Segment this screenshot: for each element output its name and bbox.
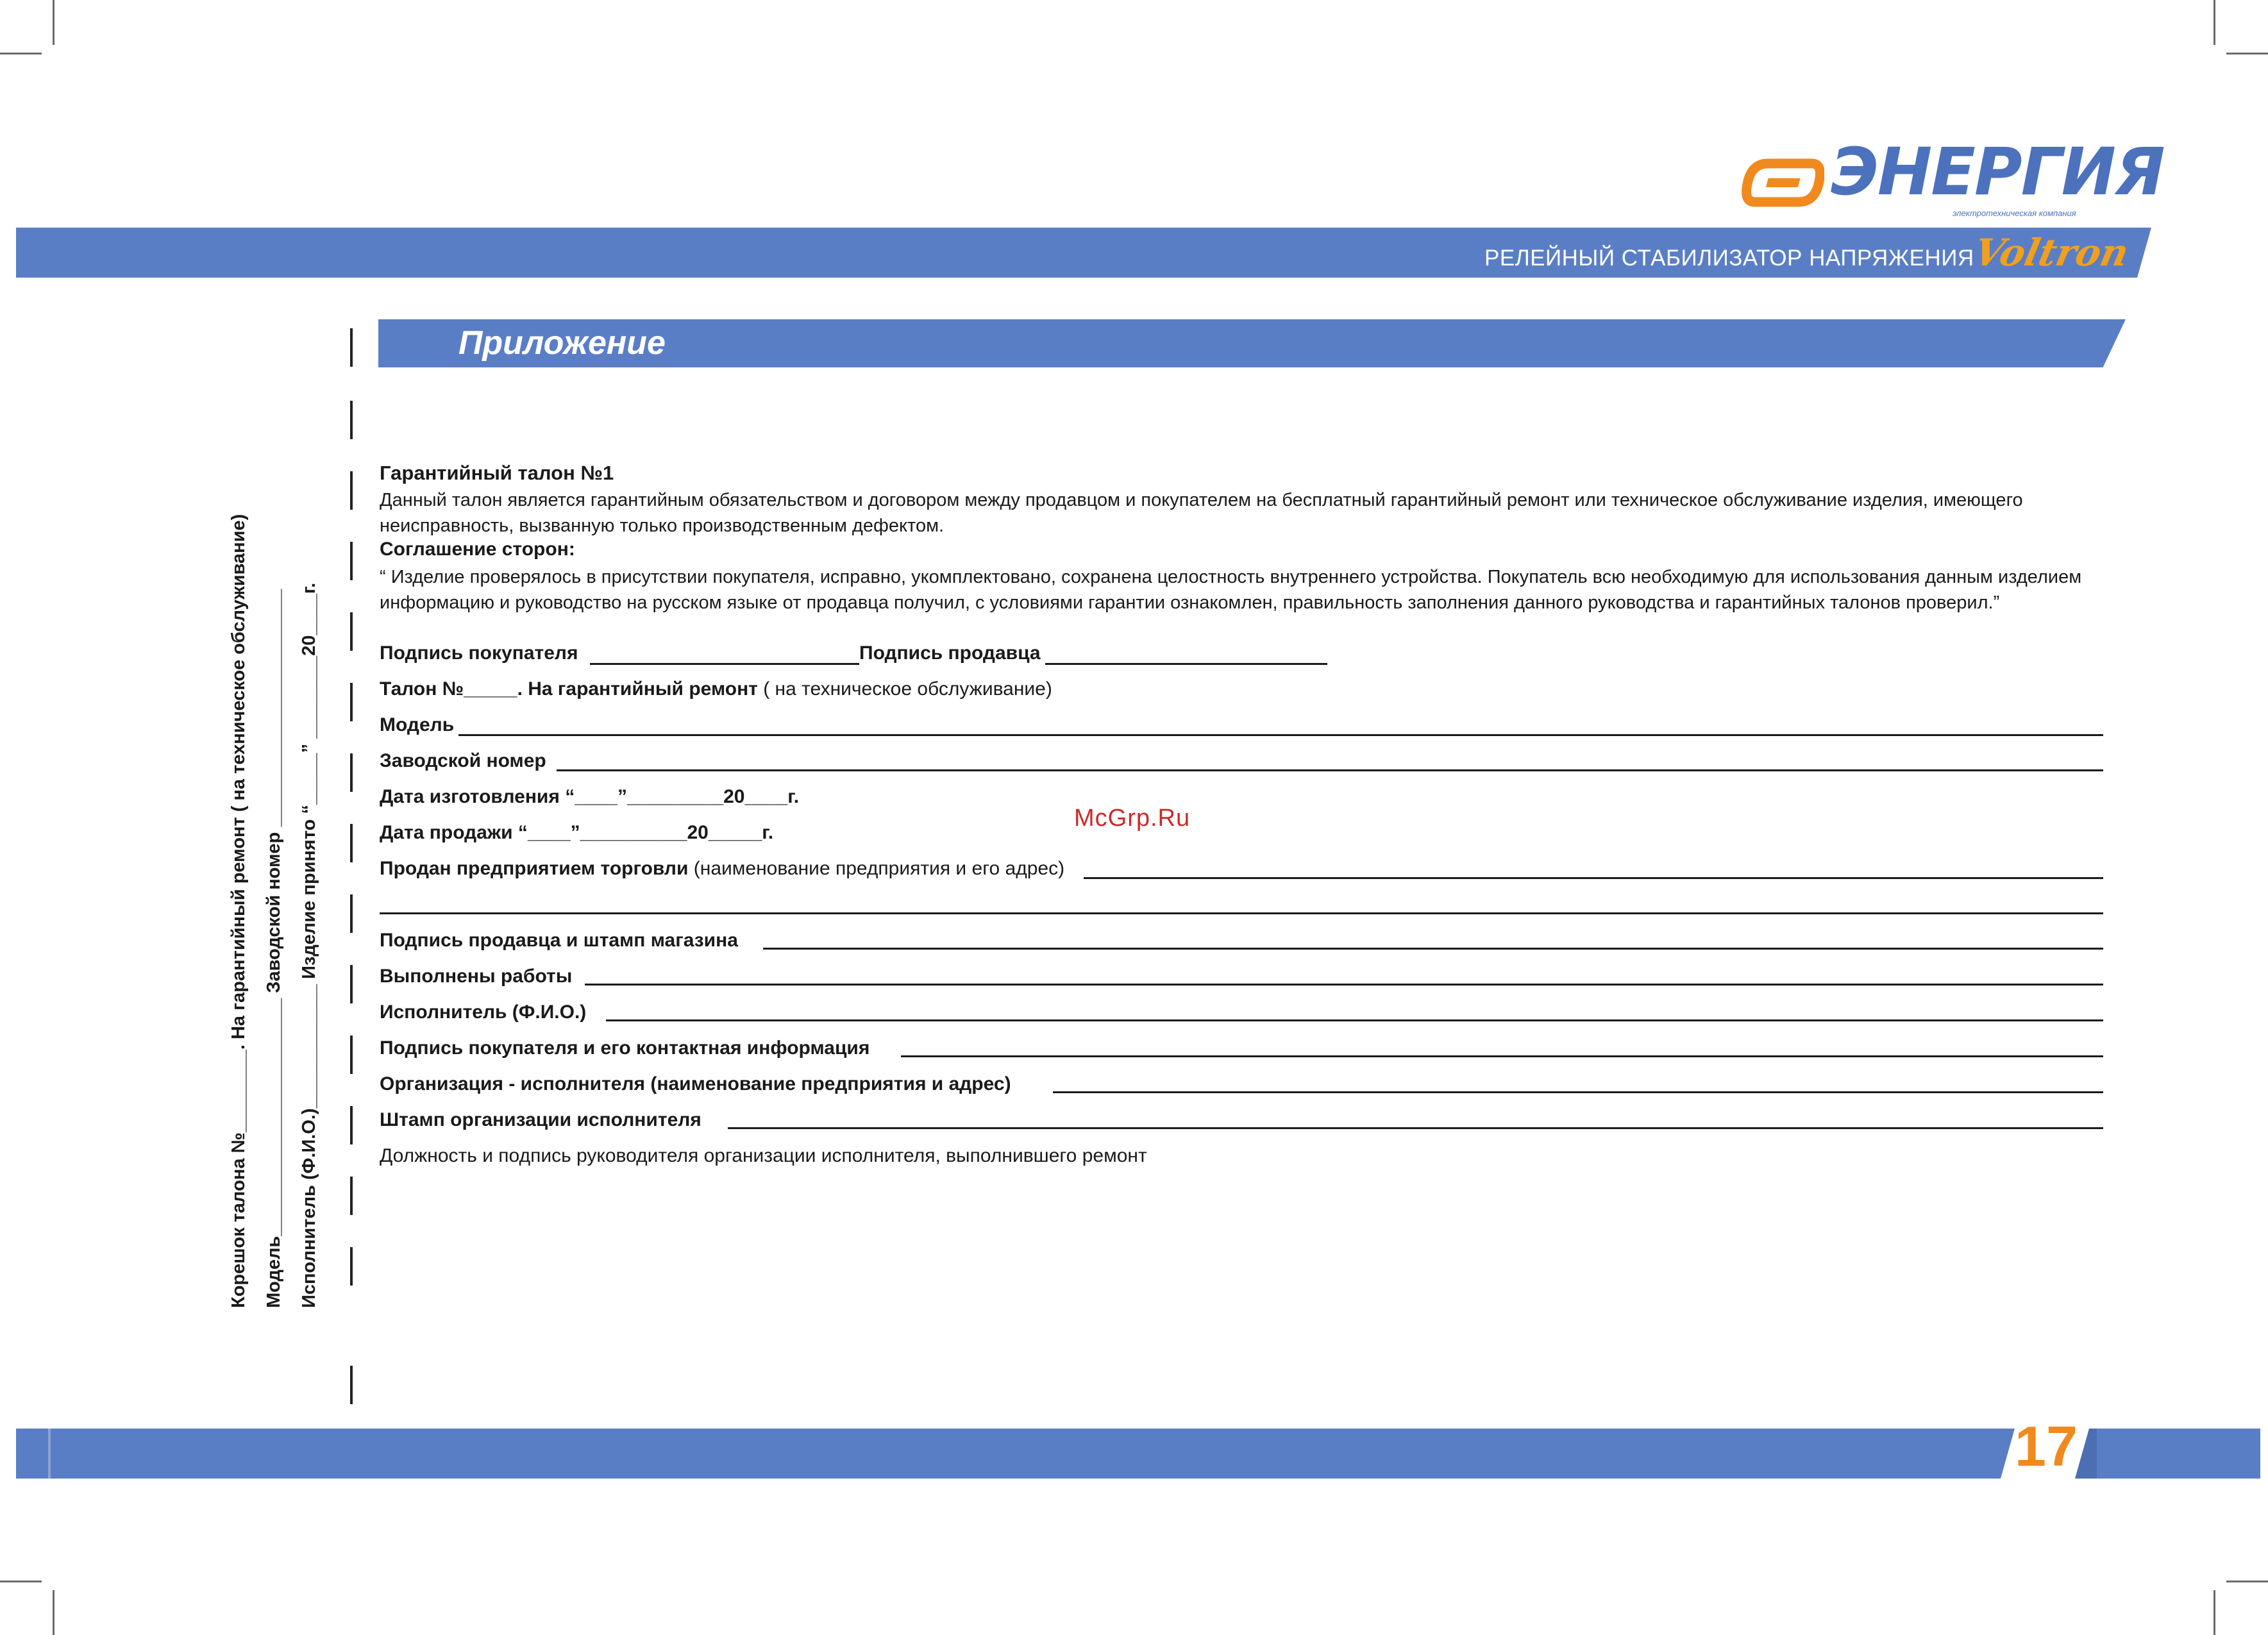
seller-sign-label: Подпись продавца <box>859 642 1041 664</box>
coupon-title: Гарантийный талон №1 <box>380 462 614 484</box>
section-title: Приложение <box>458 324 666 362</box>
footer-band-notch-left <box>48 1429 51 1479</box>
logo-mark-icon <box>1741 156 1824 214</box>
sold-by-fill[interactable] <box>1084 877 2103 879</box>
sold-by-fill-2[interactable] <box>380 912 2103 914</box>
sold-by-note: (наименование предприятия и его адрес) <box>688 858 1065 879</box>
cut-line-segment <box>350 1106 353 1144</box>
stub-line-2: Модель_______________________ Заводской номер _______________________ <box>264 589 284 1308</box>
head-sign-label: Должность и подпись руководителя организации исполнителя, выполнившего ремонт <box>380 1145 1147 1166</box>
cut-line-segment <box>350 965 353 1003</box>
model-label: Модель <box>380 714 455 735</box>
talon-note: ( на техническое обслуживание) <box>757 678 1052 700</box>
company-logo <box>1741 134 2164 228</box>
cut-line-segment <box>350 401 353 439</box>
crop-mark <box>2213 0 2215 45</box>
cut-line-segment <box>350 1036 353 1074</box>
cut-line-segment <box>350 612 353 651</box>
stub-line-3: Исполнитель (Ф.И.О.)____________ Изделие принято “_____” ________20____г. <box>299 582 319 1308</box>
crop-mark <box>2226 53 2268 55</box>
model-line[interactable] <box>458 734 2103 736</box>
cut-line-segment <box>350 328 353 367</box>
agreement-title: Соглашение сторон: <box>380 539 575 560</box>
cut-line-segment <box>350 1366 353 1404</box>
cut-line-segment <box>350 824 353 862</box>
org-stamp-line[interactable] <box>728 1127 2103 1129</box>
stub-line-1: Корешок талона №________. На гарантийный ремонт ( на техническое обслуживание) <box>228 514 249 1308</box>
buyer-contact-line[interactable] <box>901 1055 2103 1057</box>
works-done-label: Выполнены работы <box>380 966 573 987</box>
seller-stamp-line[interactable] <box>763 948 2103 950</box>
sold-by-line <box>380 858 1064 880</box>
crop-mark <box>0 1581 42 1582</box>
crop-mark <box>0 53 42 55</box>
cut-line-segment <box>350 471 353 510</box>
buyer-contact-label: Подпись покупателя и его контактная информация <box>380 1037 870 1059</box>
logo-text: ЭНЕРГИЯ <box>1831 134 2164 210</box>
coupon-intro: Данный талон является гарантийным обязательством и договором между продавцом и покупателем на бесплатный гарантийный ремонт или техническое обслуживание изделия, имеющего неисправность, вызванную только производственным дефектом. <box>380 490 2023 536</box>
seller-stamp-label: Подпись продавца и штамп магазина <box>380 930 738 951</box>
crop-mark <box>53 0 55 45</box>
cut-line-segment <box>350 683 353 721</box>
cut-line-segment <box>350 1177 353 1215</box>
sold-by-label: Продан предприятием торговли <box>380 858 689 879</box>
crop-mark <box>2213 1590 2215 1635</box>
org-label: Организация - исполнителя (наименование предприятия и адрес) <box>380 1073 1011 1094</box>
works-done-line[interactable] <box>585 984 2103 985</box>
cut-line-segment <box>350 1247 353 1286</box>
cut-line-segment <box>350 894 353 933</box>
talon-line <box>380 678 1052 700</box>
watermark: McGrp.Ru <box>1074 805 1191 832</box>
footer-band <box>16 1429 2260 1479</box>
executor-line[interactable] <box>606 1019 2103 1021</box>
serial-label: Заводской номер <box>380 750 546 771</box>
agreement-text: “ Изделие проверялось в присутствии покупателя, исправно, укомплектовано, сохранена целостность внутреннего устройства. Покупатель всю необходимую для использования данным изделием информацию и руководство на русском языке от продавца получил, с условиями гарантии ознакомлен, правильность заполнения данного руководства и гарантийных талонов проверил.” <box>380 567 2082 613</box>
crop-mark <box>53 1590 55 1635</box>
serial-line[interactable] <box>557 769 2103 771</box>
org-line[interactable] <box>1053 1091 2103 1093</box>
cut-line-segment <box>350 753 353 792</box>
sale-date-field[interactable]: Дата продажи “____”__________20_____г. <box>380 822 774 843</box>
seller-sign-line[interactable] <box>1045 663 1327 665</box>
buyer-sign-line[interactable] <box>590 663 859 665</box>
cut-line-segment <box>350 542 353 580</box>
product-line-title: РЕЛЕЙНЫЙ СТАБИЛИЗАТОР НАПРЯЖЕНИЯ <box>1484 246 1974 271</box>
buyer-sign-label: Подпись покупателя <box>380 642 578 664</box>
org-stamp-label: Штамп организации исполнителя <box>380 1109 701 1130</box>
brand-voltron: Voltron <box>1970 231 2133 274</box>
crop-mark <box>2226 1581 2268 1582</box>
executor-label: Исполнитель (Ф.И.О.) <box>380 1002 587 1023</box>
page-number: 17 <box>2015 1414 2078 1478</box>
mfg-date-field[interactable]: Дата изготовления “____”_________20____г. <box>380 786 800 807</box>
logo-subtitle: электротехническая компания <box>1953 208 2076 218</box>
talon-label: Талон №_____. На гарантийный ремонт <box>380 678 758 700</box>
